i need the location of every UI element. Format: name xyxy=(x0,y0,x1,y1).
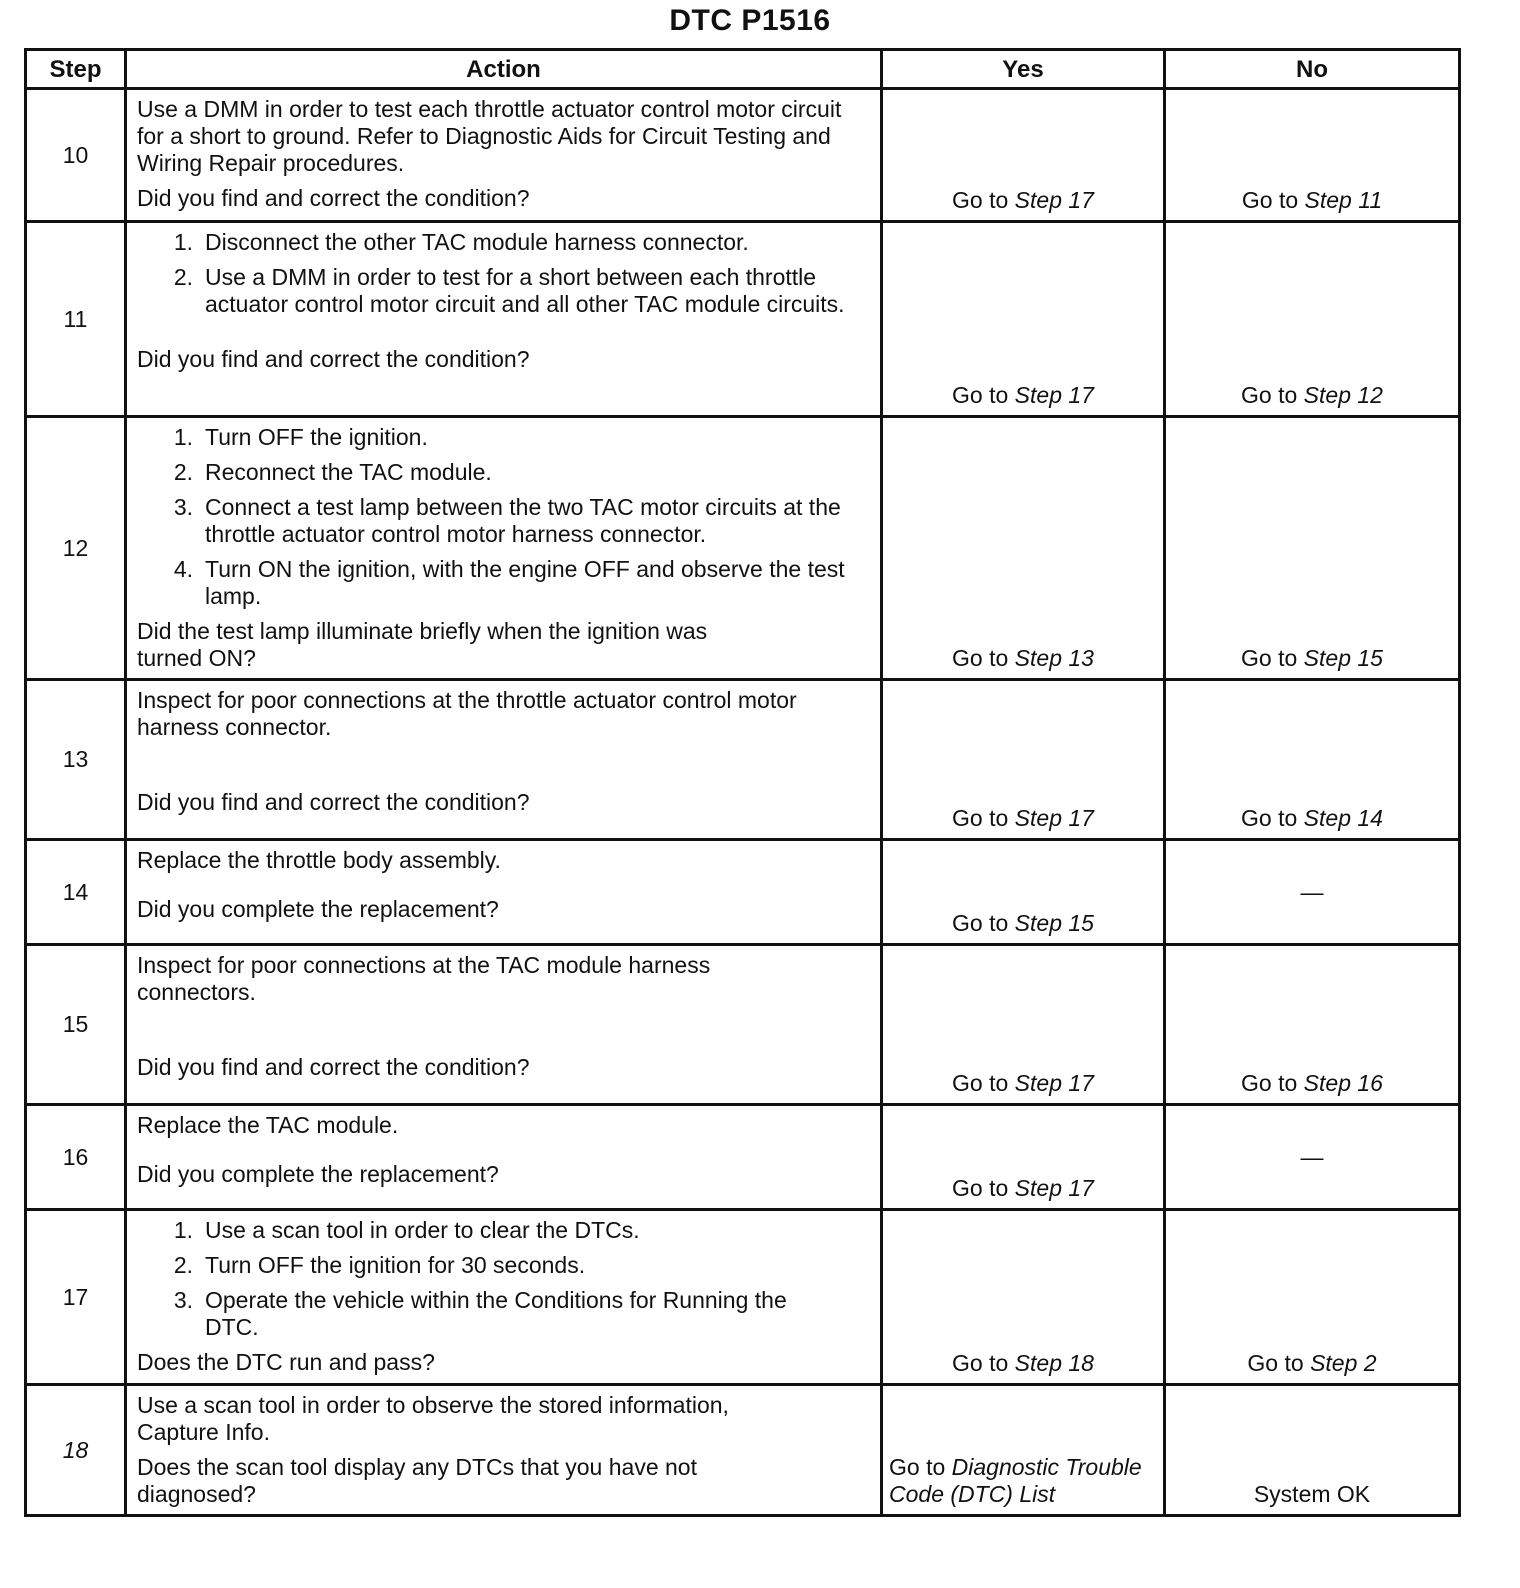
yes-prefix: Go to xyxy=(889,1454,952,1480)
no-step-link[interactable]: Step 16 xyxy=(1303,1070,1383,1096)
list-item: 1. Use a scan tool in order to clear the DTCs. xyxy=(173,1217,640,1243)
header-no: No xyxy=(1165,50,1460,89)
step-number: 16 xyxy=(26,1105,126,1210)
step-number: 13 xyxy=(26,680,126,840)
yes-cell xyxy=(882,417,1165,680)
yes-prefix: Go to xyxy=(952,805,1015,831)
header-step: Step xyxy=(26,50,126,89)
action-list xyxy=(137,229,870,318)
header-row xyxy=(26,50,1460,89)
no-step-link[interactable]: Step 2 xyxy=(1310,1350,1377,1376)
page-title xyxy=(0,4,1520,38)
diagnostic-table xyxy=(24,48,1461,1517)
table-row xyxy=(26,1105,1460,1210)
yes-cell xyxy=(882,222,1165,417)
action-text: Use a scan tool in order to observe the stored information, Capture Info. xyxy=(137,1392,729,1445)
no-prefix: Go to xyxy=(1241,187,1305,213)
action-cell xyxy=(126,945,882,1105)
action-question: Did you find and correct the condition? xyxy=(137,185,530,211)
no-prefix: Go to xyxy=(1241,805,1304,831)
step-number: 18 xyxy=(26,1385,126,1516)
no-cell: — xyxy=(1165,840,1460,945)
table-row xyxy=(26,417,1460,680)
list-item: 2. Use a DMM in order to test for a short between each throttle actuator control motor circuit and all other TAC module circuits. xyxy=(173,264,845,317)
list-item: 4. Turn ON the ignition, with the engine OFF and observe the test lamp. xyxy=(173,556,845,609)
yes-prefix: Go to xyxy=(952,382,1015,408)
yes-prefix: Go to xyxy=(952,1350,1015,1376)
yes-cell xyxy=(882,89,1165,222)
yes-step-link[interactable]: Step 15 xyxy=(1014,910,1094,936)
table-row xyxy=(26,222,1460,417)
no-prefix: Go to xyxy=(1241,1070,1304,1096)
no-cell xyxy=(1165,89,1460,222)
action-cell xyxy=(126,417,882,680)
yes-step-link[interactable]: Step 17 xyxy=(1014,1070,1094,1096)
yes-step-link[interactable]: Diagnostic Trouble Code (DTC) List xyxy=(889,1454,1142,1507)
step-number: 17 xyxy=(26,1210,126,1385)
no-cell xyxy=(1165,945,1460,1105)
yes-prefix: Go to xyxy=(952,187,1015,213)
no-cell xyxy=(1165,222,1460,417)
table-row xyxy=(26,89,1460,222)
action-question: Does the DTC run and pass? xyxy=(137,1349,435,1375)
no-cell xyxy=(1165,417,1460,680)
no-cell: — xyxy=(1165,1105,1460,1210)
action-text: Replace the TAC module. xyxy=(137,1112,399,1138)
list-item: 1. Turn OFF the ignition. xyxy=(173,424,428,450)
no-cell xyxy=(1165,680,1460,840)
yes-step-link[interactable]: Step 17 xyxy=(1014,805,1094,831)
yes-prefix: Go to xyxy=(952,645,1015,671)
action-question: Did you find and correct the condition? xyxy=(137,1054,530,1080)
no-step-link[interactable]: Step 11 xyxy=(1304,187,1383,213)
action-cell xyxy=(126,1210,882,1385)
title-text: DTC P1516 xyxy=(669,4,831,37)
list-item: 3. Operate the vehicle within the Conditions for Running the DTC. xyxy=(173,1287,787,1340)
no-cell: System OK xyxy=(1165,1385,1460,1516)
action-question: Did you complete the replacement? xyxy=(137,1161,499,1187)
list-item: 3. Connect a test lamp between the two TAC motor circuits at the throttle actuator control motor harness connector. xyxy=(173,494,841,547)
no-prefix: Go to xyxy=(1241,382,1304,408)
yes-step-link[interactable]: Step 17 xyxy=(1014,1175,1094,1201)
yes-step-link[interactable]: Step 17 xyxy=(1014,382,1094,408)
no-step-link[interactable]: Step 15 xyxy=(1303,645,1383,671)
yes-prefix: Go to xyxy=(952,1175,1015,1201)
action-text: Inspect for poor connections at the throttle actuator control motor harness connector. xyxy=(137,687,797,740)
no-step-link[interactable]: Step 14 xyxy=(1303,805,1383,831)
no-step-link[interactable]: Step 12 xyxy=(1303,382,1383,408)
list-item: 1. Disconnect the other TAC module harness connector. xyxy=(173,229,749,255)
step-number: 12 xyxy=(26,417,126,680)
yes-step-link[interactable]: Step 18 xyxy=(1014,1350,1094,1376)
action-question: Did you find and correct the condition? xyxy=(137,346,530,372)
action-text: Use a DMM in order to test each throttle actuator control motor circuit for a short to ground. Refer to Diagnostic Aids for Circuit Testing and Wiring Repair procedures. xyxy=(137,96,842,176)
action-text: Replace the throttle body assembly. xyxy=(137,847,501,873)
no-cell xyxy=(1165,1210,1460,1385)
action-list xyxy=(137,1217,870,1341)
action-question: Did you complete the replacement? xyxy=(137,896,499,922)
step-number: 14 xyxy=(26,840,126,945)
yes-cell xyxy=(882,945,1165,1105)
yes-cell xyxy=(882,840,1165,945)
action-cell xyxy=(126,222,882,417)
action-question: Did the test lamp illuminate briefly when the ignition was turned ON? xyxy=(137,618,708,671)
step-number: 11 xyxy=(26,222,126,417)
yes-cell xyxy=(882,680,1165,840)
yes-step-link[interactable]: Step 13 xyxy=(1014,645,1094,671)
action-cell xyxy=(126,1105,882,1210)
list-item: 2. Reconnect the TAC module. xyxy=(173,459,492,485)
action-text: Inspect for poor connections at the TAC module harness connectors. xyxy=(137,952,711,1005)
table-row xyxy=(26,1385,1460,1516)
yes-prefix: Go to xyxy=(952,1070,1015,1096)
action-cell xyxy=(126,1385,882,1516)
action-cell xyxy=(126,840,882,945)
yes-step-link[interactable]: Step 17 xyxy=(1014,187,1094,213)
list-item: 2. Turn OFF the ignition for 30 seconds. xyxy=(173,1252,586,1278)
header-yes: Yes xyxy=(882,50,1165,89)
table-row xyxy=(26,1210,1460,1385)
yes-prefix: Go to xyxy=(952,910,1015,936)
step-number: 10 xyxy=(26,89,126,222)
no-prefix: Go to xyxy=(1241,645,1304,671)
table-row xyxy=(26,680,1460,840)
action-list xyxy=(137,424,870,610)
action-cell xyxy=(126,680,882,840)
action-question: Did you find and correct the condition? xyxy=(137,789,530,815)
action-question: Does the scan tool display any DTCs that you have not diagnosed? xyxy=(137,1454,697,1507)
header-action: Action xyxy=(126,50,882,89)
yes-cell xyxy=(882,1105,1165,1210)
yes-cell xyxy=(882,1385,1165,1516)
action-cell xyxy=(126,89,882,222)
no-prefix: Go to xyxy=(1247,1350,1311,1376)
table-row xyxy=(26,840,1460,945)
yes-cell xyxy=(882,1210,1165,1385)
step-number: 15 xyxy=(26,945,126,1105)
table-row xyxy=(26,945,1460,1105)
